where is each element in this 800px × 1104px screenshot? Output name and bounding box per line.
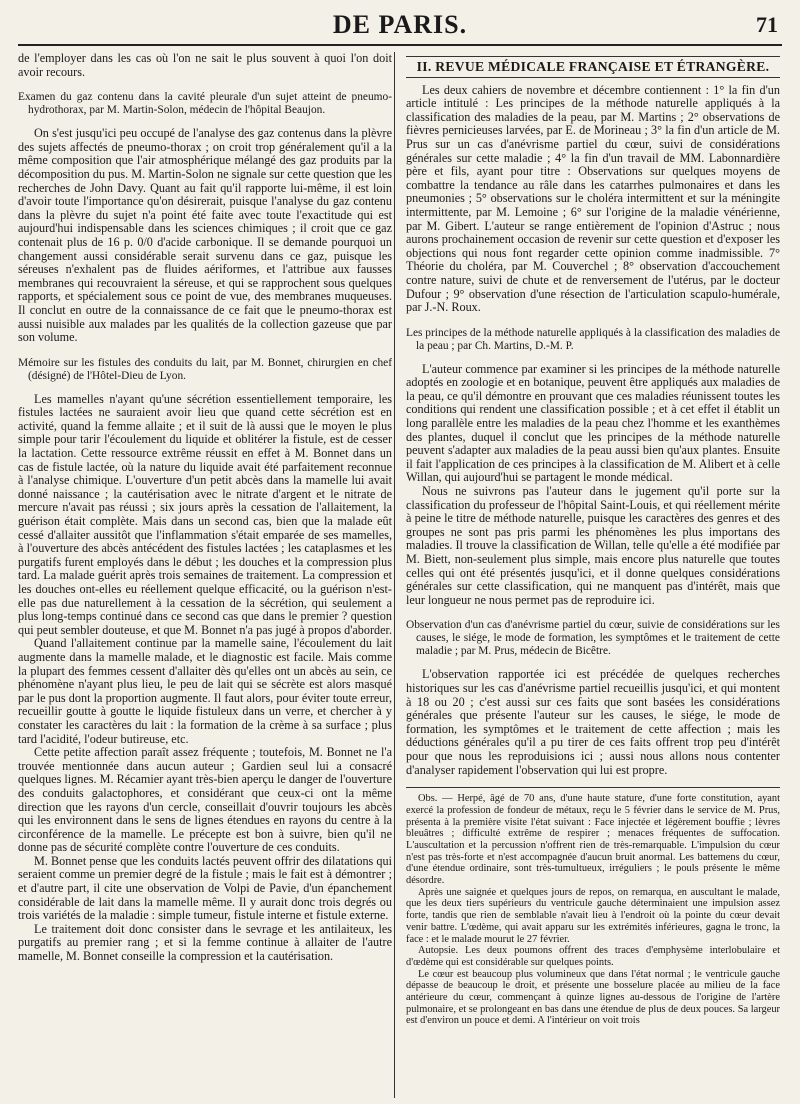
paragraph: Le traitement doit donc consister dans le sevrage et les antilaiteux, les purgatifs au premier rang ; et si la femme continue à allaiter de l'autre mamelle, M. Bonnet conseille la compression et la cautérisation. — [18, 921, 392, 964]
paragraph: L'observation rapportée ici est précédée de quelques recherches historiques sur les cas d'anévrisme partiel recueillis jusqu'ici, et qui montent à 18 ou 20 ; c'est aussi sur ces faits que sont basées les considérations générales que présente l'auteur sur les causes, le siége, le mode de formation, les symptômes et le traitement de cette affection ; mais les déductions générales qu'il a pu tirer de ces faits offrent trop peu d'intérêt pour que nous les reproduisions ici ; aussi nous allons nous contenter d'analyser rapidement l'observation qui lui est propre. — [406, 667, 780, 777]
paragraph: Nous ne suivrons pas l'auteur dans le jugement qu'il porte sur la classification du professeur de l'hôpital Saint-Louis, et qui réellement mérite à peine le titre de méthode naturelle, puisque les caractères des genres et des groupes ne sont pas pris parmi les phénomènes les plus importans des maladies. Il trouve la classification de Willan, telle qu'elle a été modifiée par M. Biett, non-seulement plus simple, mais encore plus naturelle que toutes celles qui ont été présentés jusqu'ici, et il donne quelques considérations générales sur cette classification, qui ne manquent pas d'intérêt, mais que leur longueur ne nous permet pas de reproduire ici. — [406, 484, 780, 607]
continued-paragraph: de l'employer dans les cas où l'on ne sait le plus souvent à quoi l'on doit avoir recours. — [18, 52, 392, 79]
article-heading-anevrisme: Observation d'un cas d'anévrisme partiel du cœur, suivie de considérations sur les causes, le siége, le mode de formation, les symptômes et le traitement de cette maladie ; par M. Prus, médecin de Bicêtre. — [406, 619, 780, 658]
paragraph: M. Bonnet pense que les conduits lactés peuvent offrir des dilatations qui seraient comme un premier degré de la fistule ; mais le fait est à démontrer ; et d'autre part, il cite une observation de Volpi de Pavie, d'un épanchement considérable de lait dans la mamelle même. Il y aurait donc trois degrés ou trois variétés de la maladie : simple tumeur, fistule interne et fistule externe. — [18, 853, 392, 923]
page-number: 71 — [756, 12, 778, 37]
paragraph: Quand l'allaitement continue par la mamelle saine, l'écoulement du lait augmente dans la mamelle malade, et le diagnostic est facile. Mais comme la plupart des femmes cessent d'allaiter dès qu'elles ont un abcès au sein, ce phénomène n'ayant plus lieu, le peu de lait qui se sécrète est alors masqué par le pus dont la proportion augmente. Il faut alors, pour éviter toute erreur, recueillir goutte à goutte le liquide fistuleux dans un verre, et chercher à y constater les caractères du lait : la formation de la crème à sa surface ; plus tard l'acidité, l'odeur butireuse, etc. — [18, 636, 392, 746]
right-column — [406, 52, 780, 1098]
running-title: DE PARIS. — [332, 10, 468, 39]
observation-paragraph: Autopsie. Les deux poumons offrent des traces d'emphysème interlobulaire et d'œdème qui est considérable sur quelques points. — [406, 945, 780, 968]
article-body-gaz: On s'est jusqu'ici peu occupé de l'analyse des gaz contenus dans la plèvre des sujets affectés de pneumo-thorax ; on croit trop généralement qu'il a la même composition que l'air atmosphérique mélangé des gaz produits par la décomposition du pus. M. Martin-Solon ne signale sur cette question que les recherches de John Davy. Quant au fait qu'il rapporte lui-même, il est loin d'avoir toute l'importance qu'on désirerait, puisque l'analyse du gaz contenu dans la plèvre du sujet n'a point été faite avec toute l'exactitude qui est aujourd'hui indispensable dans les sciences chimiques ; il croit que ce gaz contenait plus de 16 p. 0/0 d'acide carbonique. Il se demande pourquoi un changement aussi considérable serait survenu dans ce gaz, puisque les séreuses n'exhalent pas de fluides aériformes, et l'attribue aux fausses membranes qui recouvraient la séreuse, et qui se rapprochent sous quelques rapports, et spécialement sous ce point de vue, des membranes muqueuses. Il conclut en outre de la connaissance de ce fait que le pneumo-thorax est aussi nuisible aux malades par les qualités de la collection gazeuse que par son volume. — [18, 126, 392, 345]
paragraph: L'auteur commence par examiner si les principes de la méthode naturelle adoptés en zoologie et en botanique, peuvent être appliqués aux maladies de la peau, ce qu'il démontre en prouvant que ces maladies réunissent toutes les conditions qui rendent une classification possible ; et à cet effet il établit un long parallèle entre les maladies de la peau chez l'homme et les exanthèmes des plantes, duquel il conclut que les principes de la méthode naturelle peuvent s'adapter aux maladies de la peau aussi bien qu'aux plantes. Ensuite il fait l'application de ces principes à la classification de M. Alibert et à celle Willan, qui aujourd'hui se partagent le monde médical. — [406, 361, 780, 485]
article-heading-gaz: Examen du gaz contenu dans la cavité pleurale d'un sujet atteint de pneumo-hydrothorax, par M. Martin-Solon, médecin de l'hôpital Beaujon. — [18, 91, 392, 117]
observation-block — [406, 787, 780, 1027]
observation-paragraph: Obs. — Herpé, âgé de 70 ans, d'une haute stature, d'une forte constitution, ayant exercé la profession de fondeur de métaux, reçu le 5 février dans le service de M. Prus, présenta à la première visite l'état suivant : Face injectée et légèrement bouffie ; lèvres bleuâtres ; difficulté extrême de respirer ; menaces fréquentes de suffocation. L'auscultation et la percussion n'offrent rien de très-remarquable. L'impulsion du cœur n'est pas très-forte et n'est accompagnée d'aucun bruit anormal. Les battemens du cœur, d'une étendue ordinaire, sont très-tumultueux, irréguliers ; le pouls présente le même désordre. — [406, 793, 780, 887]
observation-paragraph: Le cœur est beaucoup plus volumineux que dans l'état normal ; le ventricule gauche dépasse de beaucoup le droit, et présente une bosselure placée au milieu de la face antérieure du cœur, commençant à quinze lignes au-dessous de l'origine de l'artère pulmonaire, et se prolongeant en bas dans une étendue de plus de deux pouces. Sa largeur est d'environ un pouce et demi. A l'intérieur on voit trois — [406, 968, 780, 1027]
observation-paragraph: Après une saignée et quelques jours de repos, on remarqua, en auscultant le malade, que les deux tiers supérieurs du ventricule gauche déterminaient une impulsion assez forte, tandis que rien de semblable n'avait lieu à l'endroit où la pointe du cœur devait venir battre. L'œdème, qui avait apparu sur les extrémités inférieures, gagna le tronc, la face : et le malade mourut le 27 février. — [406, 886, 780, 945]
article-heading-fistules: Mémoire sur les fistules des conduits du lait, par M. Bonnet, chirurgien en chef (désigné) de l'Hôtel-Dieu de Lyon. — [18, 356, 392, 382]
header-rule — [18, 44, 782, 46]
paragraph: Cette petite affection paraît assez fréquente ; toutefois, M. Bonnet ne l'a trouvée mentionnée dans aucun auteur ; Gardien seul lui a consacré quelques lignes. M. Récamier ayant très-bien aperçu le danger de l'ouverture des conduits galactophores, et considérant que ceux-ci ont la même direction que les rayons d'un cercle, conseillait d'ouvrir toujours les abcès qui les environnent dans le sens de lignes étendues en rayons du centre à la circonférence de la mamelle. Le précepte est bon à suivre, bien qu'il ne donne pas de sécurité complète contre l'ouverture de ces conduits. — [18, 745, 392, 855]
left-column — [18, 52, 392, 1098]
paragraph: Les mamelles n'ayant qu'une sécrétion essentiellement temporaire, les fistules lactées ne sauraient avoir lieu que quand cette sécrétion est en activité, quand la femme allaite ; et il suit de là aussi que le moyen le plus simple pour tarir l'écoulement du liquide et oblitérer la fistule, est de cesser la lactation. Cette ressource extrême réussit en effet à M. Bonnet dans un cas de fistule lactée, où la nature du liquide avait été parfaitement reconnue à l'analyse chimique. L'ouverture d'un petit abcès dans la mamelle lui avait donné naissance ; la cautérisation avec le nitrate d'argent et le nitrate de mercure n'avait pas réussi ; six jours après la cessation de l'allaitement, la guérison était complète. Mais dans un second cas, bien que la malade eût cessé d'allaiter aussitôt que l'inflammation s'était emparée de ses mamelles, à l'ouverture des abcès antécédent des fistules lactées ; les cataplasmes et les purgatifs furent employés dans le début ; les douches et la compression plus tard. La malade guérit après trois semaines de traitement. La compression et les douches ont-elles eu réellement quelque efficacité, ou la guérison n'est-elle pas due naturellement à la cessation de la sécrétion, qui seulement a plus long-temps continué dans ce second cas que dans le premier ? question qui peut sembler douteuse, et que M. Bonnet n'a pas jugé à propos d'aborder. — [18, 391, 392, 637]
column-divider — [394, 52, 395, 1098]
page-header — [0, 0, 800, 46]
article-heading-methode: Les principes de la méthode naturelle appliqués à la classification des maladies de la peau ; par Ch. Martins, D.-M. P. — [406, 326, 780, 352]
section-intro: Les deux cahiers de novembre et décembre contiennent : 1° la fin d'un article intitulé : Les principes de la méthode naturelle appliqués à la classification des maladies de la peau, par M. Martins ; 2° observations de fièvres pernicieuses larvées, par E. de Morineau ; 3° la fin d'un article de M. Prus sur un cas d'anévrisme partiel du cœur, suivi de considérations générales sur cette maladie ; 4° la fin d'un travail de MM. Labonnardière père et fils, ayant pour titre : Observations sur quelques moyens de combattre la tendance au râle dans les catarrhes pulmonaires et dans les pneumonies ; 5° observations sur le choléra intermittent et sur la méningite intermittente, par M. Lemoine ; 6° sur l'origine de la maladie vénérienne, par M. Gibert. L'auteur se range entièrement de l'opinion d'Astruc ; nous aurons prochainement occasion de revenir sur cette question et d'exposer les objections qui nous font regarder cette opinion comme inadmissible. 7° Théorie du choléra, par M. Couverchel ; 8° observation d'accouchement contre nature, suivi de chute et de renversement de l'utérus, par le docteur Dufour ; 9° observation d'une résection de l'articulation scapulo-humérale, par J.-N. Roux. — [406, 82, 780, 315]
section-title: II. REVUE MÉDICALE FRANÇAISE ET ÉTRANGÈRE. — [406, 56, 780, 78]
